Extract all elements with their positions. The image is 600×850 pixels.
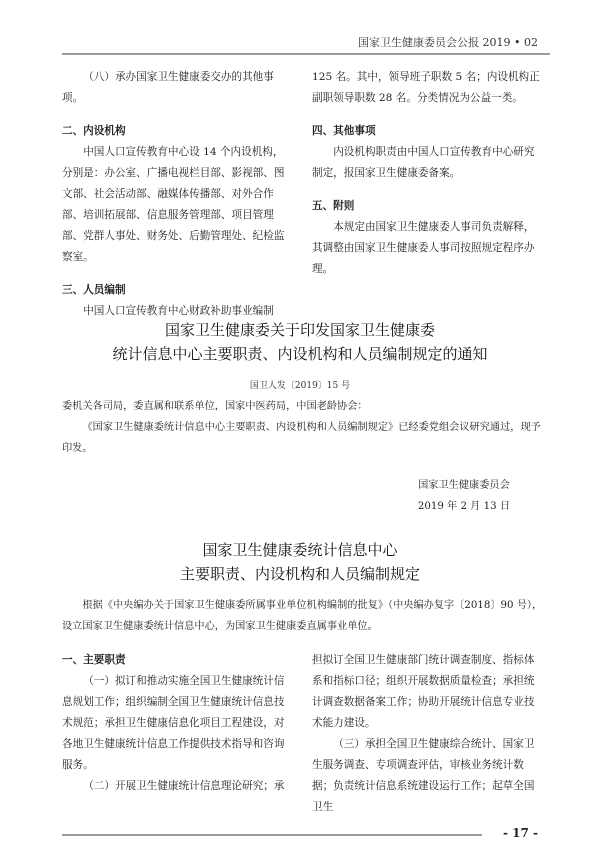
duty-item-1: （一）拟订和推动实施全国卫生健康统计信息规划工作；组织编制全国卫生健康统计信息技术规范；承担卫生健康信息化项目工程建设，对各地卫生健康统计信息工作提供技术指导和咨询服务。 bbox=[62, 675, 285, 771]
section-heading-duties: 一、主要职责 bbox=[62, 654, 126, 666]
bottom-left-column bbox=[62, 650, 294, 797]
regulation-title-line-2: 主要职责、内设机构和人员编制规定 bbox=[179, 565, 420, 583]
section-heading-appendix: 五、附则 bbox=[312, 200, 355, 212]
staffing-text: 中国人口宣传教育中心财政补助事业编制 bbox=[83, 305, 274, 317]
regulation-title bbox=[62, 538, 538, 586]
page-number: - 17 - bbox=[502, 826, 538, 840]
other-text: 内设机构职责由中国人口宣传教育中心研究制定，报国家卫生健康委备案。 bbox=[312, 146, 535, 179]
duty-item-2: （二）开展卫生健康统计信息理论研究；承 bbox=[83, 780, 285, 792]
notice-title-line-1: 国家卫生健康委关于印发国家卫生健康委 bbox=[164, 321, 435, 339]
signer-name: 国家卫生健康委员会 bbox=[418, 480, 510, 491]
notice-body bbox=[62, 396, 544, 459]
notice-signature bbox=[418, 475, 510, 517]
footer-rule bbox=[62, 834, 482, 836]
regulation-title-line-1: 国家卫生健康委统计信息中心 bbox=[202, 541, 398, 559]
signature-date: 2019 年 2 月 13 日 bbox=[417, 501, 510, 512]
top-right-column bbox=[312, 67, 544, 280]
appendix-text: 本规定由国家卫生健康委人事司负责解释，其调整由国家卫生健康委人事司按照规定程序办理。 bbox=[312, 221, 535, 275]
regulation-intro bbox=[62, 595, 544, 637]
section-heading-institutions: 二、内设机构 bbox=[62, 125, 126, 137]
notice-title bbox=[62, 318, 538, 366]
section-heading-other: 四、其他事项 bbox=[312, 125, 376, 137]
header-rule bbox=[62, 53, 550, 55]
document-number: 国卫人发〔2019〕15 号 bbox=[249, 381, 351, 391]
staffing-text-continued: 125 名。其中，领导班子职数 5 名；内设机构正副职领导职数 28 名。分类情况为公益一类。 bbox=[312, 71, 540, 104]
notice-addressees: 委机关各司局，委直属和联系单位，国家中医药局，中国老龄协会： bbox=[62, 401, 368, 412]
institutions-text: 中国人口宣传教育中心设 14 个内设机构，分别是：办公室、广播电视栏目部、影视部、图文部、社会活动部、融媒体传播部、对外合作部、培训拓展部、信息服务管理部、项目管理部、党群人事处、财务处、后勤管理处、纪检监察室。 bbox=[62, 146, 285, 263]
duty-item-2-continued: 担拟订全国卫生健康部门统计调查制度、指标体系和指标口径；组织开展数据质量检查；承担统计调查数据备案工作；协助开展统计信息专业技术能力建设。 bbox=[312, 654, 535, 729]
top-left-column bbox=[62, 67, 294, 322]
bottom-right-column bbox=[312, 650, 544, 818]
notice-text: 《国家卫生健康委统计信息中心主要职责、内设机构和人员编制规定》已经委党组会议研究通过，现予印发。 bbox=[62, 422, 541, 454]
regulation-intro-text: 根据《中央编办关于国家卫生健康委所属事业单位机构编制的批复》（中央编办复字〔2018〕90 号），设立国家卫生健康委统计信息中心，为国家卫生健康委直属事业单位。 bbox=[62, 600, 543, 632]
duty-item-3: （三）承担全国卫生健康综合统计、国家卫生服务调查、专项调查评估，审核业务统计数据；负责统计信息系统建设运行工作；起草全国卫生 bbox=[312, 738, 535, 813]
item-8-text: （八）承办国家卫生健康委交办的其他事项。 bbox=[62, 71, 274, 104]
journal-header: 国家卫生健康委员会公报 2019 • 02 bbox=[358, 36, 538, 49]
notice-title-line-2: 统计信息中心主要职责、内设机构和人员编制规定的通知 bbox=[112, 345, 488, 363]
section-heading-staffing: 三、人员编制 bbox=[62, 284, 126, 296]
